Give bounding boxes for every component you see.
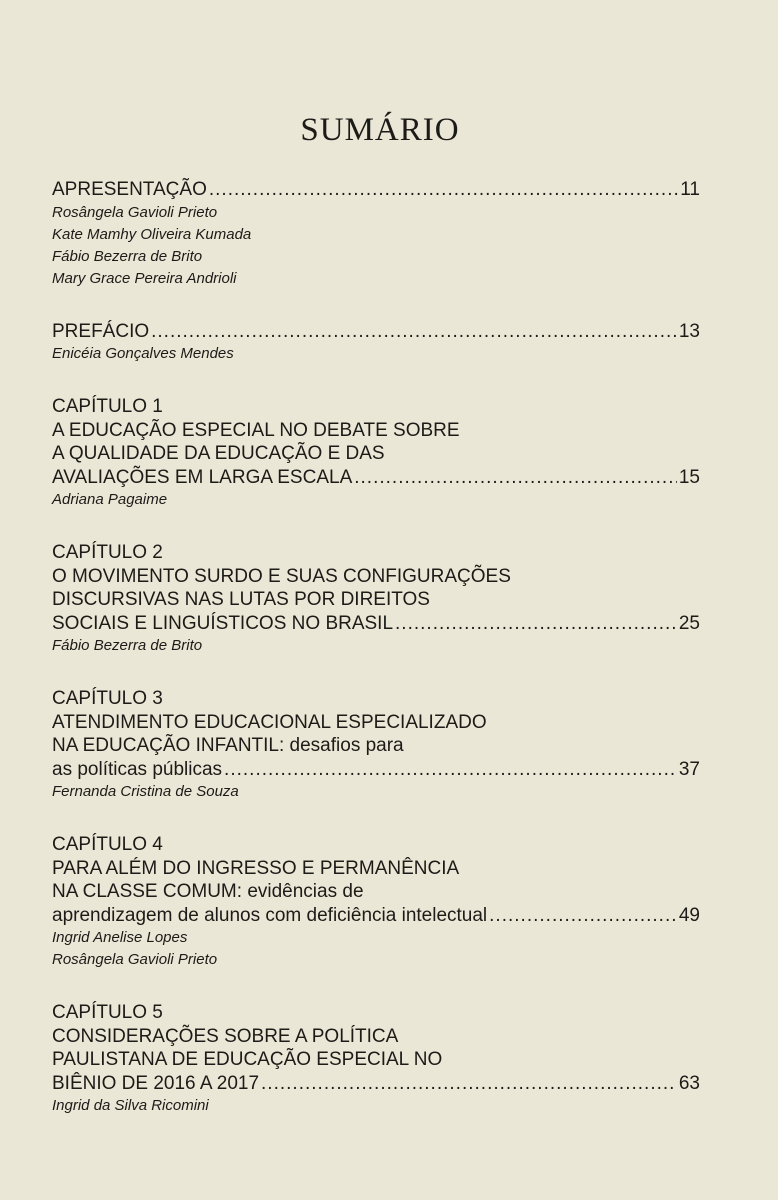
- chapter-label: CAPÍTULO 4: [52, 834, 163, 855]
- dot-leader: [395, 612, 677, 636]
- page-number: 63: [678, 1072, 700, 1094]
- author-name: Mary Grace Pereira Andrioli: [52, 269, 237, 287]
- entry-title: as políticas públicas: [52, 758, 223, 780]
- entry-title: AVALIAÇÕES EM LARGA ESCALA: [52, 466, 353, 488]
- page-number: 37: [678, 758, 700, 780]
- page-number: 11: [680, 179, 700, 200]
- page-number: 15: [678, 466, 700, 488]
- toc-entry: [52, 541, 700, 657]
- dot-leader: [354, 466, 677, 490]
- author-name: Kate Mamhy Oliveira Kumada: [52, 225, 252, 243]
- author-name: Fernanda Cristina de Souza: [52, 783, 239, 800]
- dot-leader: [261, 1072, 677, 1096]
- entry-title: PREFÁCIO: [52, 320, 150, 342]
- chapter-title-line: O MOVIMENTO SURDO E SUAS CONFIGURAÇÕES: [52, 565, 511, 587]
- toc-leader-line: [52, 612, 700, 636]
- toc-entry: [52, 833, 700, 971]
- chapter-label: CAPÍTULO 2: [52, 542, 163, 563]
- page-number: 49: [678, 904, 700, 926]
- author-name: Adriana Pagaime: [52, 491, 168, 508]
- page-number: 25: [678, 612, 700, 634]
- entry-title: BIÊNIO DE 2016 A 2017: [52, 1072, 260, 1094]
- author-name: Ingrid da Silva Ricomini: [52, 1097, 209, 1114]
- toc-entry: [52, 320, 700, 366]
- chapter-label: CAPÍTULO 3: [52, 688, 163, 709]
- entry-title: APRESENTAÇÃO: [52, 179, 207, 200]
- toc-entry: [52, 687, 700, 803]
- author-name: Ingrid Anelise Lopes: [52, 929, 188, 946]
- author-name: Fábio Bezerra de Brito: [52, 637, 203, 654]
- table-of-contents: [52, 178, 700, 1147]
- entry-title: SOCIAIS E LINGUÍSTICOS NO BRASIL: [52, 612, 394, 634]
- chapter-title-line: ATENDIMENTO EDUCACIONAL ESPECIALIZADO: [52, 711, 487, 733]
- chapter-title-line: DISCURSIVAS NAS LUTAS POR DIREITOS: [52, 589, 430, 610]
- author-name: Rosângela Gavioli Prieto: [52, 203, 218, 221]
- chapter-title-line: A EDUCAÇÃO ESPECIAL NO DEBATE SOBRE: [52, 419, 460, 441]
- chapter-title-line: PARA ALÉM DO INGRESSO E PERMANÊNCIA: [52, 857, 460, 879]
- toc-leader-line: [52, 1072, 700, 1096]
- toc-leader-line: [52, 466, 700, 490]
- dot-leader: [209, 178, 678, 202]
- chapter-title-line: NA CLASSE COMUM: evidências de: [52, 881, 364, 902]
- author-name: Enicéia Gonçalves Mendes: [52, 345, 234, 362]
- toc-entry: [52, 395, 700, 511]
- chapter-title-line: NA EDUCAÇÃO INFANTIL: desafios para: [52, 735, 404, 756]
- chapter-label: CAPÍTULO 1: [52, 396, 163, 417]
- toc-leader-line: [52, 758, 700, 782]
- author-name: Rosângela Gavioli Prieto: [52, 951, 218, 968]
- dot-leader: [224, 758, 677, 782]
- toc-leader-line: [52, 178, 700, 202]
- chapter-title-line: A QUALIDADE DA EDUCAÇÃO E DAS: [52, 443, 385, 464]
- page-number: 13: [678, 320, 700, 342]
- dot-leader: [151, 320, 677, 344]
- toc-leader-line: [52, 904, 700, 928]
- toc-entry: [52, 1001, 700, 1117]
- entry-title: aprendizagem de alunos com deficiência intelectual: [52, 904, 488, 926]
- author-name: Fábio Bezerra de Brito: [52, 247, 203, 265]
- chapter-label: CAPÍTULO 5: [52, 1002, 163, 1023]
- toc-entry: [52, 178, 700, 290]
- toc-leader-line: [52, 320, 700, 344]
- dot-leader: [489, 904, 677, 928]
- chapter-title-line: CONSIDERAÇÕES SOBRE A POLÍTICA: [52, 1025, 399, 1047]
- page-title: SUMÁRIO: [300, 112, 460, 148]
- chapter-title-line: PAULISTANA DE EDUCAÇÃO ESPECIAL NO: [52, 1049, 443, 1070]
